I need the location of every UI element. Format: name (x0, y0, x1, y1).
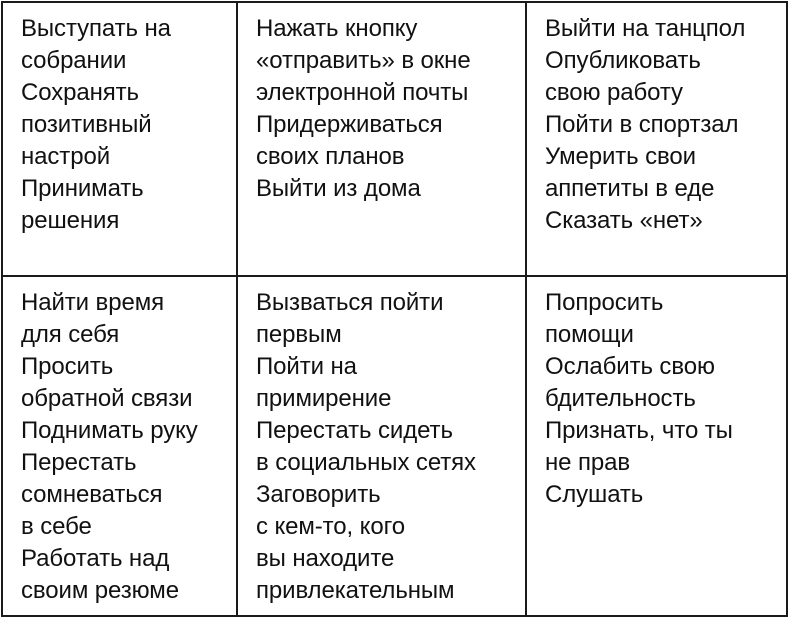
cell-text-line: бдительность (545, 385, 696, 412)
cell-text-line: первым (256, 321, 342, 348)
cell-text-line: Умерить свои (545, 143, 696, 170)
cell-text-line: не прав (545, 449, 631, 476)
cell-text-line: Признать, что ты (545, 417, 733, 444)
cell-text-line: Нажать кнопку (256, 15, 418, 42)
cell-text-line: примирение (256, 385, 392, 412)
activities-table (1, 1, 788, 617)
cell-text-line: Выступать на (21, 15, 171, 42)
cell-text-line: Поднимать руку (21, 417, 198, 444)
cell-text-line: в социальных сетях (256, 449, 476, 476)
cell-text-line: электронной почты (256, 79, 469, 106)
cell-text-line: с кем-то, кого (256, 513, 405, 540)
cell-text-line: своих планов (256, 143, 405, 170)
table-cell-r2-c1 (3, 277, 238, 615)
table-cell-r1-c1 (3, 3, 238, 277)
cell-text-line: Сохранять (21, 79, 139, 106)
cell-text-line: помощи (545, 321, 634, 348)
cell-text-line: Опубликовать (545, 47, 701, 74)
cell-text-line: обратной связи (21, 385, 193, 412)
cell-text-line: Выйти из дома (256, 175, 421, 202)
cell-text-line: в себе (21, 513, 92, 540)
cell-text-line: Сказать «нет» (545, 207, 703, 234)
cell-text-line: Найти время (21, 289, 164, 316)
cell-text-line: собрании (21, 47, 127, 74)
cell-text-line: Слушать (545, 481, 644, 508)
table-cell-r2-c2 (238, 277, 527, 615)
table-cell-r2-c3 (527, 277, 786, 615)
cell-text-line: аппетиты в еде (545, 175, 715, 202)
cell-text-line: вы находите (256, 545, 395, 572)
cell-text-line: позитивный (21, 111, 152, 138)
cell-text-line: Попросить (545, 289, 664, 316)
cell-text-line: Перестать (21, 449, 137, 476)
cell-text-line: Выйти на танцпол (545, 15, 746, 42)
cell-text-line: Ослабить свою (545, 353, 715, 380)
cell-text-line: Принимать (21, 175, 144, 202)
cell-text-line: решения (21, 207, 120, 234)
cell-text-line: Работать над (21, 545, 170, 572)
table-cell-r1-c3 (527, 3, 786, 277)
cell-text-line: Пойти в спортзал (545, 111, 739, 138)
cell-text-line: Пойти на (256, 353, 357, 380)
cell-text-line: Заговорить (256, 481, 381, 508)
cell-text-line: настрой (21, 143, 110, 170)
cell-text-line: Просить (21, 353, 114, 380)
cell-text-line: привлекательным (256, 577, 455, 604)
cell-text-line: «отправить» в окне (256, 47, 471, 74)
cell-text-line: свою работу (545, 79, 683, 106)
cell-text-line: Вызваться пойти (256, 289, 444, 316)
cell-text-line: сомневаться (21, 481, 163, 508)
cell-text-line: Придерживаться (256, 111, 443, 138)
table-cell-r1-c2 (238, 3, 527, 277)
cell-text-line: для себя (21, 321, 120, 348)
cell-text-line: своим резюме (21, 577, 179, 604)
cell-text-line: Перестать сидеть (256, 417, 453, 444)
